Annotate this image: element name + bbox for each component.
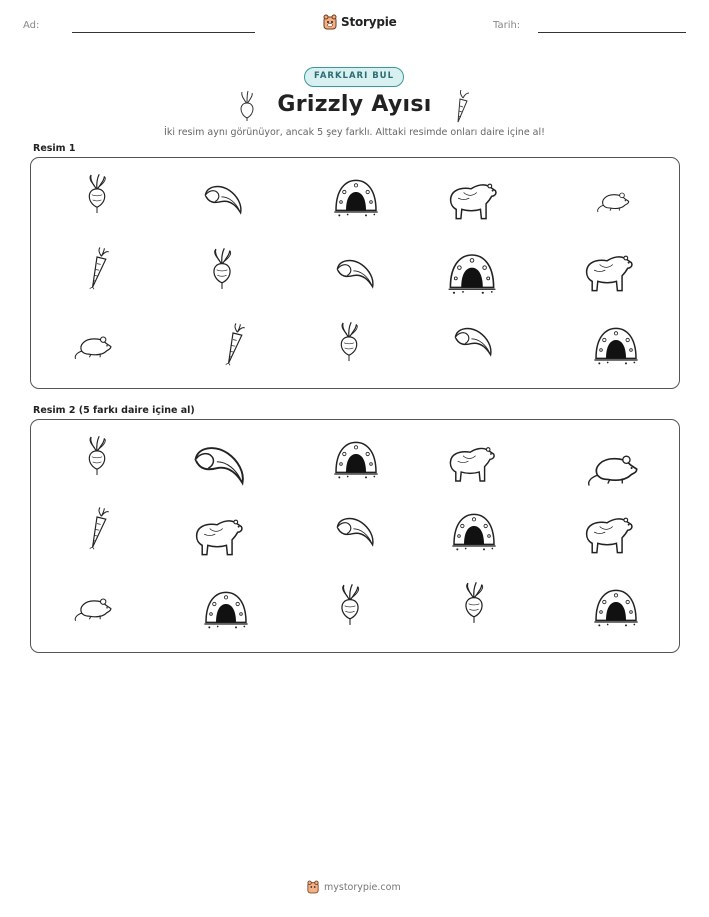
claw-icon bbox=[199, 176, 247, 224]
carrot-icon[interactable] bbox=[75, 506, 119, 550]
bear-icon[interactable] bbox=[445, 436, 499, 490]
brand-logo bbox=[323, 14, 397, 30]
picture2-panel[interactable] bbox=[30, 419, 680, 653]
picture2-label: Resim 2 (5 farkı daire içine al) bbox=[33, 405, 195, 416]
mouse-icon[interactable] bbox=[71, 584, 117, 630]
beet-icon bbox=[327, 320, 371, 364]
footer bbox=[307, 880, 401, 894]
bear-icon bbox=[581, 244, 637, 300]
beet-icon bbox=[199, 246, 245, 292]
footer-url: mystorypie.com bbox=[324, 881, 401, 893]
mouse-icon[interactable] bbox=[583, 436, 645, 498]
brand-name: Storypie bbox=[341, 15, 397, 29]
cave-icon[interactable] bbox=[591, 582, 641, 632]
cave-icon[interactable] bbox=[449, 506, 499, 556]
claw-icon bbox=[331, 250, 379, 298]
beet-icon[interactable] bbox=[75, 434, 119, 478]
storypie-mascot-icon bbox=[323, 14, 337, 30]
date-field[interactable] bbox=[538, 32, 686, 33]
carrot-icon bbox=[75, 246, 119, 290]
beet-icon[interactable] bbox=[451, 580, 497, 626]
bear-icon[interactable] bbox=[581, 506, 637, 562]
carrot-icon bbox=[211, 322, 255, 366]
picture1-panel bbox=[30, 157, 680, 389]
carrot-decoration-icon bbox=[448, 90, 474, 124]
beet-icon bbox=[75, 172, 119, 216]
date-label: Tarih: bbox=[493, 20, 521, 31]
name-field[interactable] bbox=[72, 32, 255, 33]
mouse-icon bbox=[594, 180, 634, 220]
page-title: Grizzly Ayısı bbox=[277, 92, 432, 117]
bear-icon bbox=[445, 172, 501, 228]
name-label: Ad: bbox=[23, 20, 40, 31]
beet-icon[interactable] bbox=[327, 582, 373, 628]
instructions: İki resim aynı görünüyor, ancak 5 şey farklı. Alttaki resimde onları daire içine al! bbox=[164, 127, 545, 138]
picture1-label: Resim 1 bbox=[33, 143, 76, 154]
cave-icon bbox=[331, 172, 381, 222]
cave-icon bbox=[445, 246, 499, 300]
claw-icon[interactable] bbox=[187, 434, 251, 498]
claw-icon[interactable] bbox=[331, 508, 379, 556]
cave-icon[interactable] bbox=[201, 584, 251, 634]
cave-icon bbox=[591, 320, 641, 370]
activity-badge: FARKLARI BUL bbox=[304, 67, 404, 87]
mouse-icon bbox=[71, 322, 117, 368]
bear-icon[interactable] bbox=[191, 508, 247, 564]
storypie-mascot-icon bbox=[307, 880, 319, 894]
cave-icon[interactable] bbox=[331, 434, 381, 484]
claw-icon bbox=[449, 318, 497, 366]
